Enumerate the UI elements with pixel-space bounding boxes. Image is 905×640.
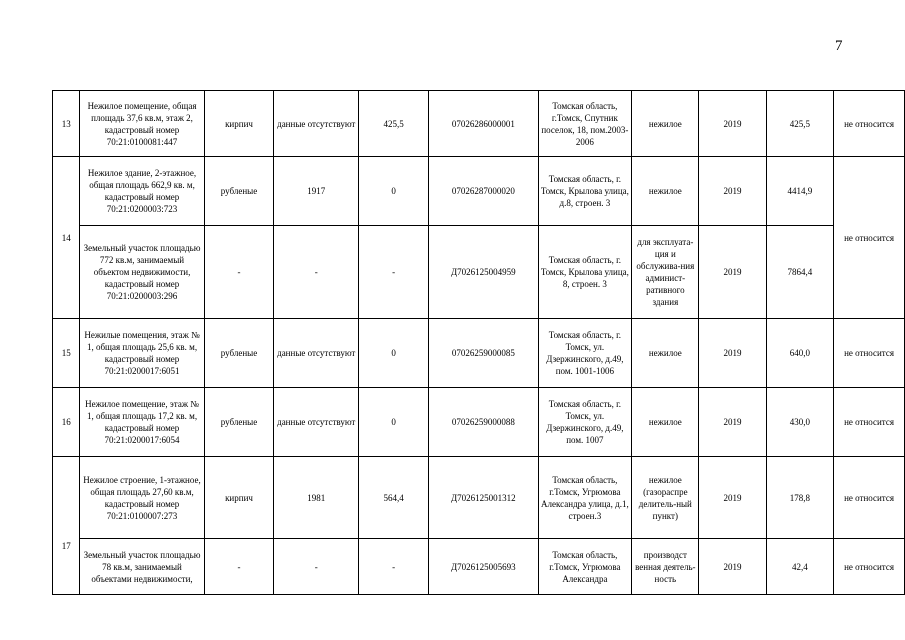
inventory-number: 07026286000001 [429, 91, 538, 157]
build-year: данные отсутствуют [274, 91, 359, 157]
registration-year: 2019 [699, 226, 766, 319]
registration-year: 2019 [699, 388, 766, 457]
object-description: Нежилое здание, 2-этажное, общая площадь 662,9 кв. м, кадастровый номер 70:21:0200003:723 [80, 157, 204, 226]
cadastral-value: 4414,9 [766, 157, 833, 226]
row-number: 15 [53, 319, 80, 388]
inventory-number: 07026259000085 [429, 319, 538, 388]
wall-material: рубленые [204, 319, 274, 388]
registration-year: 2019 [699, 457, 766, 539]
cadastral-value: 42,4 [766, 539, 833, 595]
table-row [53, 539, 905, 595]
inventory-number: 07026287000020 [429, 157, 538, 226]
row-number: 17 [53, 457, 80, 595]
purpose: нежилое [632, 388, 699, 457]
object-description: Нежилое строение, 1-этажное, общая площадь 27,60 кв.м, кадастровый номер 70:21:0100007:273 [80, 457, 204, 539]
wall-material: кирпич [204, 91, 274, 157]
address: Томская область, г.Томск, Спутник поселок, 18, пом.2003-2006 [538, 91, 632, 157]
row-number: 13 [53, 91, 80, 157]
object-description: Земельный участок площадью 78 кв.м, занимаемый объектами недвижимости, [80, 539, 204, 595]
book-value: - [359, 539, 429, 595]
wall-material: кирпич [204, 457, 274, 539]
inventory-number: 07026259000088 [429, 388, 538, 457]
purpose: нежилое (газораспре делитель-ный пункт) [632, 457, 699, 539]
build-year: данные отсутствуют [274, 388, 359, 457]
purpose: нежилое [632, 319, 699, 388]
address: Томская область, г. Томск, ул. Дзержинского, д.49, пом. 1007 [538, 388, 632, 457]
object-description: Нежилое помещение, общая площадь 37,6 кв.м, этаж 2, кадастровый номер 70:21:0100081:447 [80, 91, 204, 157]
table-row [53, 319, 905, 388]
registration-year: 2019 [699, 539, 766, 595]
registration-year: 2019 [699, 319, 766, 388]
status: не относится [834, 91, 905, 157]
address: Томская область, г.Томск, Угрюмова Александра [538, 539, 632, 595]
table-row [53, 457, 905, 539]
page-number: 7 [835, 38, 843, 54]
table-row [53, 226, 905, 319]
object-description: Нежилые помещения, этаж № 1, общая площадь 25,6 кв. м, кадастровый номер 70:21:0200017:6051 [80, 319, 204, 388]
inventory-number: Д7026125005693 [429, 539, 538, 595]
book-value: 0 [359, 388, 429, 457]
purpose: для эксплуата-ция и обслужива-ния админист-ративного здания [632, 226, 699, 319]
row-number: 14 [53, 157, 80, 319]
status: не относится [834, 457, 905, 539]
cadastral-value: 178,8 [766, 457, 833, 539]
table-row [53, 91, 905, 157]
cadastral-value: 640,0 [766, 319, 833, 388]
build-year: 1981 [274, 457, 359, 539]
inventory-number: Д7026125004959 [429, 226, 538, 319]
status: не относится [834, 319, 905, 388]
cadastral-value: 430,0 [766, 388, 833, 457]
build-year: данные отсутствуют [274, 319, 359, 388]
wall-material: - [204, 226, 274, 319]
wall-material: рубленые [204, 388, 274, 457]
build-year: - [274, 539, 359, 595]
address: Томская область, г.Томск, Угрюмова Александра улица, д.1, строен.3 [538, 457, 632, 539]
book-value: - [359, 226, 429, 319]
status: не относится [834, 157, 905, 319]
address: Томская область, г. Томск, Крылова улица, 8, строен. 3 [538, 226, 632, 319]
purpose: нежилое [632, 91, 699, 157]
build-year: - [274, 226, 359, 319]
cadastral-value: 425,5 [766, 91, 833, 157]
status: не относится [834, 388, 905, 457]
cadastral-value: 7864,4 [766, 226, 833, 319]
address: Томская область, г. Томск, ул. Дзержинского, д.49, пом. 1001-1006 [538, 319, 632, 388]
purpose: нежилое [632, 157, 699, 226]
row-number: 16 [53, 388, 80, 457]
registration-year: 2019 [699, 91, 766, 157]
table-row [53, 157, 905, 226]
status: не относится [834, 539, 905, 595]
inventory-number: Д7026125001312 [429, 457, 538, 539]
wall-material: - [204, 539, 274, 595]
book-value: 0 [359, 157, 429, 226]
book-value: 564,4 [359, 457, 429, 539]
wall-material: рубленые [204, 157, 274, 226]
book-value: 425,5 [359, 91, 429, 157]
property-table [52, 90, 905, 595]
object-description: Земельный участок площадью 772 кв.м, занимаемый объектом недвижимости, кадастровый номер 70:21:0200003:296 [80, 226, 204, 319]
address: Томская область, г. Томск, Крылова улица, д.8, строен. 3 [538, 157, 632, 226]
build-year: 1917 [274, 157, 359, 226]
registration-year: 2019 [699, 157, 766, 226]
book-value: 0 [359, 319, 429, 388]
purpose: производст венная деятель-ность [632, 539, 699, 595]
object-description: Нежилое помещение, этаж № 1, общая площадь 17,2 кв. м, кадастровый номер 70:21:0200017:6054 [80, 388, 204, 457]
table-row [53, 388, 905, 457]
